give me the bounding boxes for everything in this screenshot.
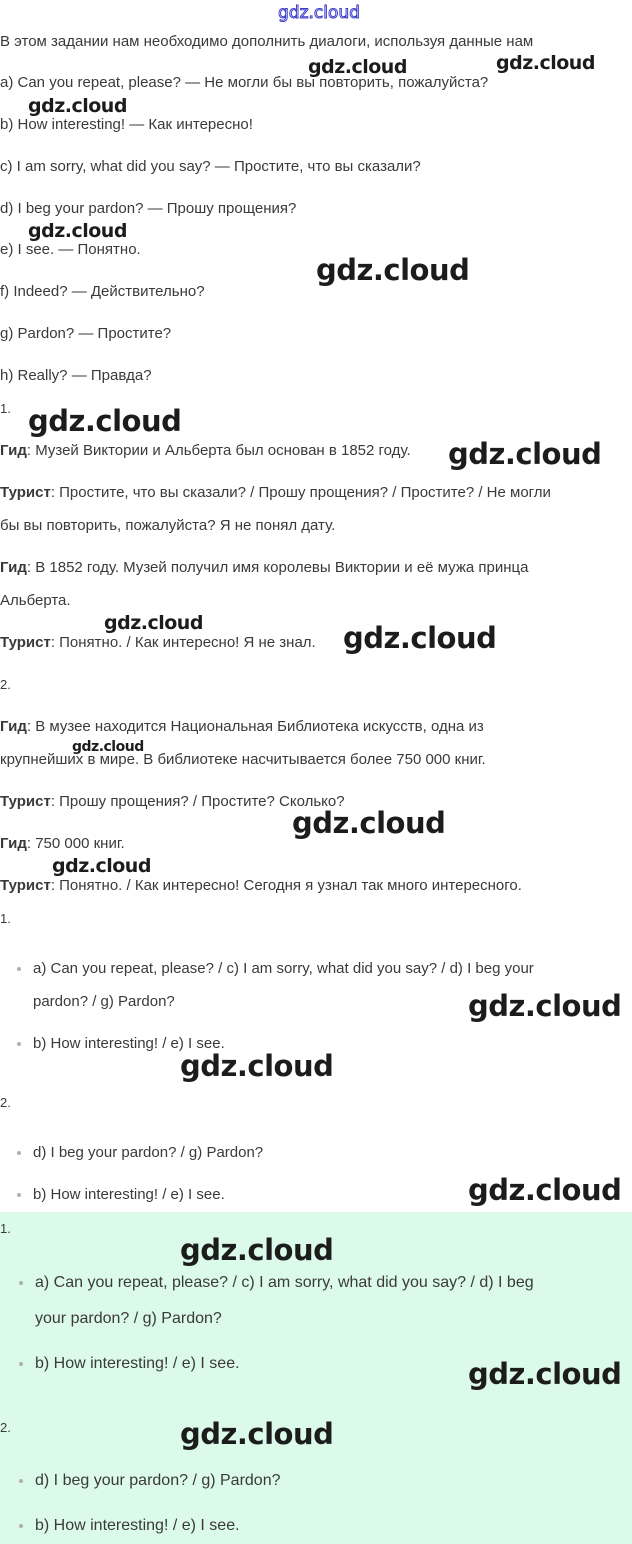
watermark: gdz.cloud <box>308 56 407 78</box>
dialogue1-line4 <box>0 634 316 652</box>
watermark: gdz.cloud <box>316 253 470 287</box>
watermark: gdz.cloud <box>104 612 203 634</box>
watermark: gdz.cloud <box>343 621 497 655</box>
summary-item-2b: b) How interesting! / e) I see. <box>33 1186 225 1203</box>
watermark: gdz.cloud <box>72 739 144 755</box>
dialogue1-line2 <box>0 484 551 502</box>
bullet-dot <box>19 1524 23 1528</box>
speaker-guide: Гид <box>0 718 27 735</box>
utterance: : Понятно. / Как интересно! Сегодня я узнал так много интересного. <box>50 877 522 894</box>
watermark: gdz.cloud <box>180 1233 334 1267</box>
watermark: gdz.cloud <box>28 95 127 117</box>
watermark: gdz.cloud <box>468 989 622 1023</box>
intro-text: В этом задании нам необходимо дополнить диалоги, используя данные нам <box>0 33 534 50</box>
dialogue1-line3 <box>0 559 528 577</box>
speaker-tourist: Турист <box>0 484 51 501</box>
watermark: gdz.cloud <box>468 1173 622 1207</box>
answer-item-1a-cont: your pardon? / g) Pardon? <box>35 1310 222 1327</box>
bullet-dot <box>17 1193 21 1197</box>
watermark: gdz.cloud <box>180 1049 334 1083</box>
phrase-h: h) Really? — Правда? <box>0 367 152 384</box>
answer-number-2: 2. <box>0 1420 11 1435</box>
watermark: gdz.cloud <box>496 52 595 74</box>
answer-item-1b: b) How interesting! / e) I see. <box>35 1355 240 1372</box>
watermark: gdz.cloud <box>292 806 446 840</box>
dialogue1-line3-cont: Альберта. <box>0 592 71 609</box>
dialogue1-line1 <box>0 442 411 460</box>
summary-item-1a-cont: pardon? / g) Pardon? <box>33 993 175 1010</box>
dialogue1-number: 1. <box>0 401 11 416</box>
utterance: : В музее находится Национальная Библиотека искусств, одна из <box>26 718 484 735</box>
utterance: : В 1852 году. Музей получил имя королевы Виктории и её мужа принца <box>26 559 529 576</box>
phrase-g: g) Pardon? — Простите? <box>0 325 172 342</box>
dialogue2-number: 2. <box>0 677 11 692</box>
utterance: : Простите, что вы сказали? / Прошу прощения? / Простите? / Не могли <box>50 484 551 501</box>
answer-number-1: 1. <box>0 1221 11 1236</box>
utterance: : Прошу прощения? / Простите? Сколько? <box>50 793 345 810</box>
watermark: gdz.cloud <box>448 437 602 471</box>
dialogue2-line1-cont: крупнейших в мире. В библиотеке насчитывается более 750 000 книг. <box>0 751 486 768</box>
dialogue2-line1 <box>0 718 484 736</box>
answer-item-2b: b) How interesting! / e) I see. <box>35 1517 240 1534</box>
speaker-tourist: Турист <box>0 634 51 651</box>
phrase-e: e) I see. — Понятно. <box>0 241 141 258</box>
phrase-d: d) I beg your pardon? — Прошу прощения? <box>0 200 297 217</box>
watermark: gdz.cloud <box>28 404 182 438</box>
dialogue2-line3 <box>0 835 125 853</box>
bullet-dot <box>19 1281 23 1285</box>
bullet-dot <box>17 967 21 971</box>
speaker-guide: Гид <box>0 835 27 852</box>
phrase-f: f) Indeed? — Действительно? <box>0 283 205 300</box>
bullet-dot <box>17 1042 21 1046</box>
phrase-c: c) I am sorry, what did you say? — Простите, что вы сказали? <box>0 158 421 175</box>
watermark: gdz.cloud <box>52 855 151 877</box>
answer-item-1a: a) Can you repeat, please? / c) I am sorry, what did you say? / d) I beg <box>35 1274 534 1291</box>
utterance: : 750 000 книг. <box>26 835 125 852</box>
summary-item-1a: a) Can you repeat, please? / c) I am sorry, what did you say? / d) I beg your <box>33 960 534 977</box>
summary-number-1: 1. <box>0 911 11 926</box>
watermark: gdz.cloud <box>180 1417 334 1451</box>
bullet-dot <box>19 1362 23 1366</box>
summary-item-1b: b) How interesting! / e) I see. <box>33 1035 225 1052</box>
phrase-a: a) Can you repeat, please? — Не могли бы вы повторить, пожалуйста? <box>0 74 489 91</box>
dialogue2-line4 <box>0 877 522 895</box>
utterance: : Понятно. / Как интересно! Я не знал. <box>50 634 316 651</box>
watermark-top: gdz.cloud <box>278 3 360 23</box>
bullet-dot <box>17 1151 21 1155</box>
summary-item-2a: d) I beg your pardon? / g) Pardon? <box>33 1144 264 1161</box>
bullet-dot <box>19 1479 23 1483</box>
watermark: gdz.cloud <box>468 1357 622 1391</box>
speaker-guide: Гид <box>0 442 27 459</box>
speaker-tourist: Турист <box>0 793 51 810</box>
answer-item-2a: d) I beg your pardon? / g) Pardon? <box>35 1472 281 1489</box>
summary-number-2: 2. <box>0 1095 11 1110</box>
speaker-tourist: Турист <box>0 877 51 894</box>
utterance: : Музей Виктории и Альберта был основан в 1852 году. <box>26 442 411 459</box>
speaker-guide: Гид <box>0 559 27 576</box>
watermark: gdz.cloud <box>28 220 127 242</box>
phrase-b: b) How interesting! — Как интересно! <box>0 116 253 133</box>
dialogue1-line2-cont: бы вы повторить, пожалуйста? Я не понял дату. <box>0 517 336 534</box>
